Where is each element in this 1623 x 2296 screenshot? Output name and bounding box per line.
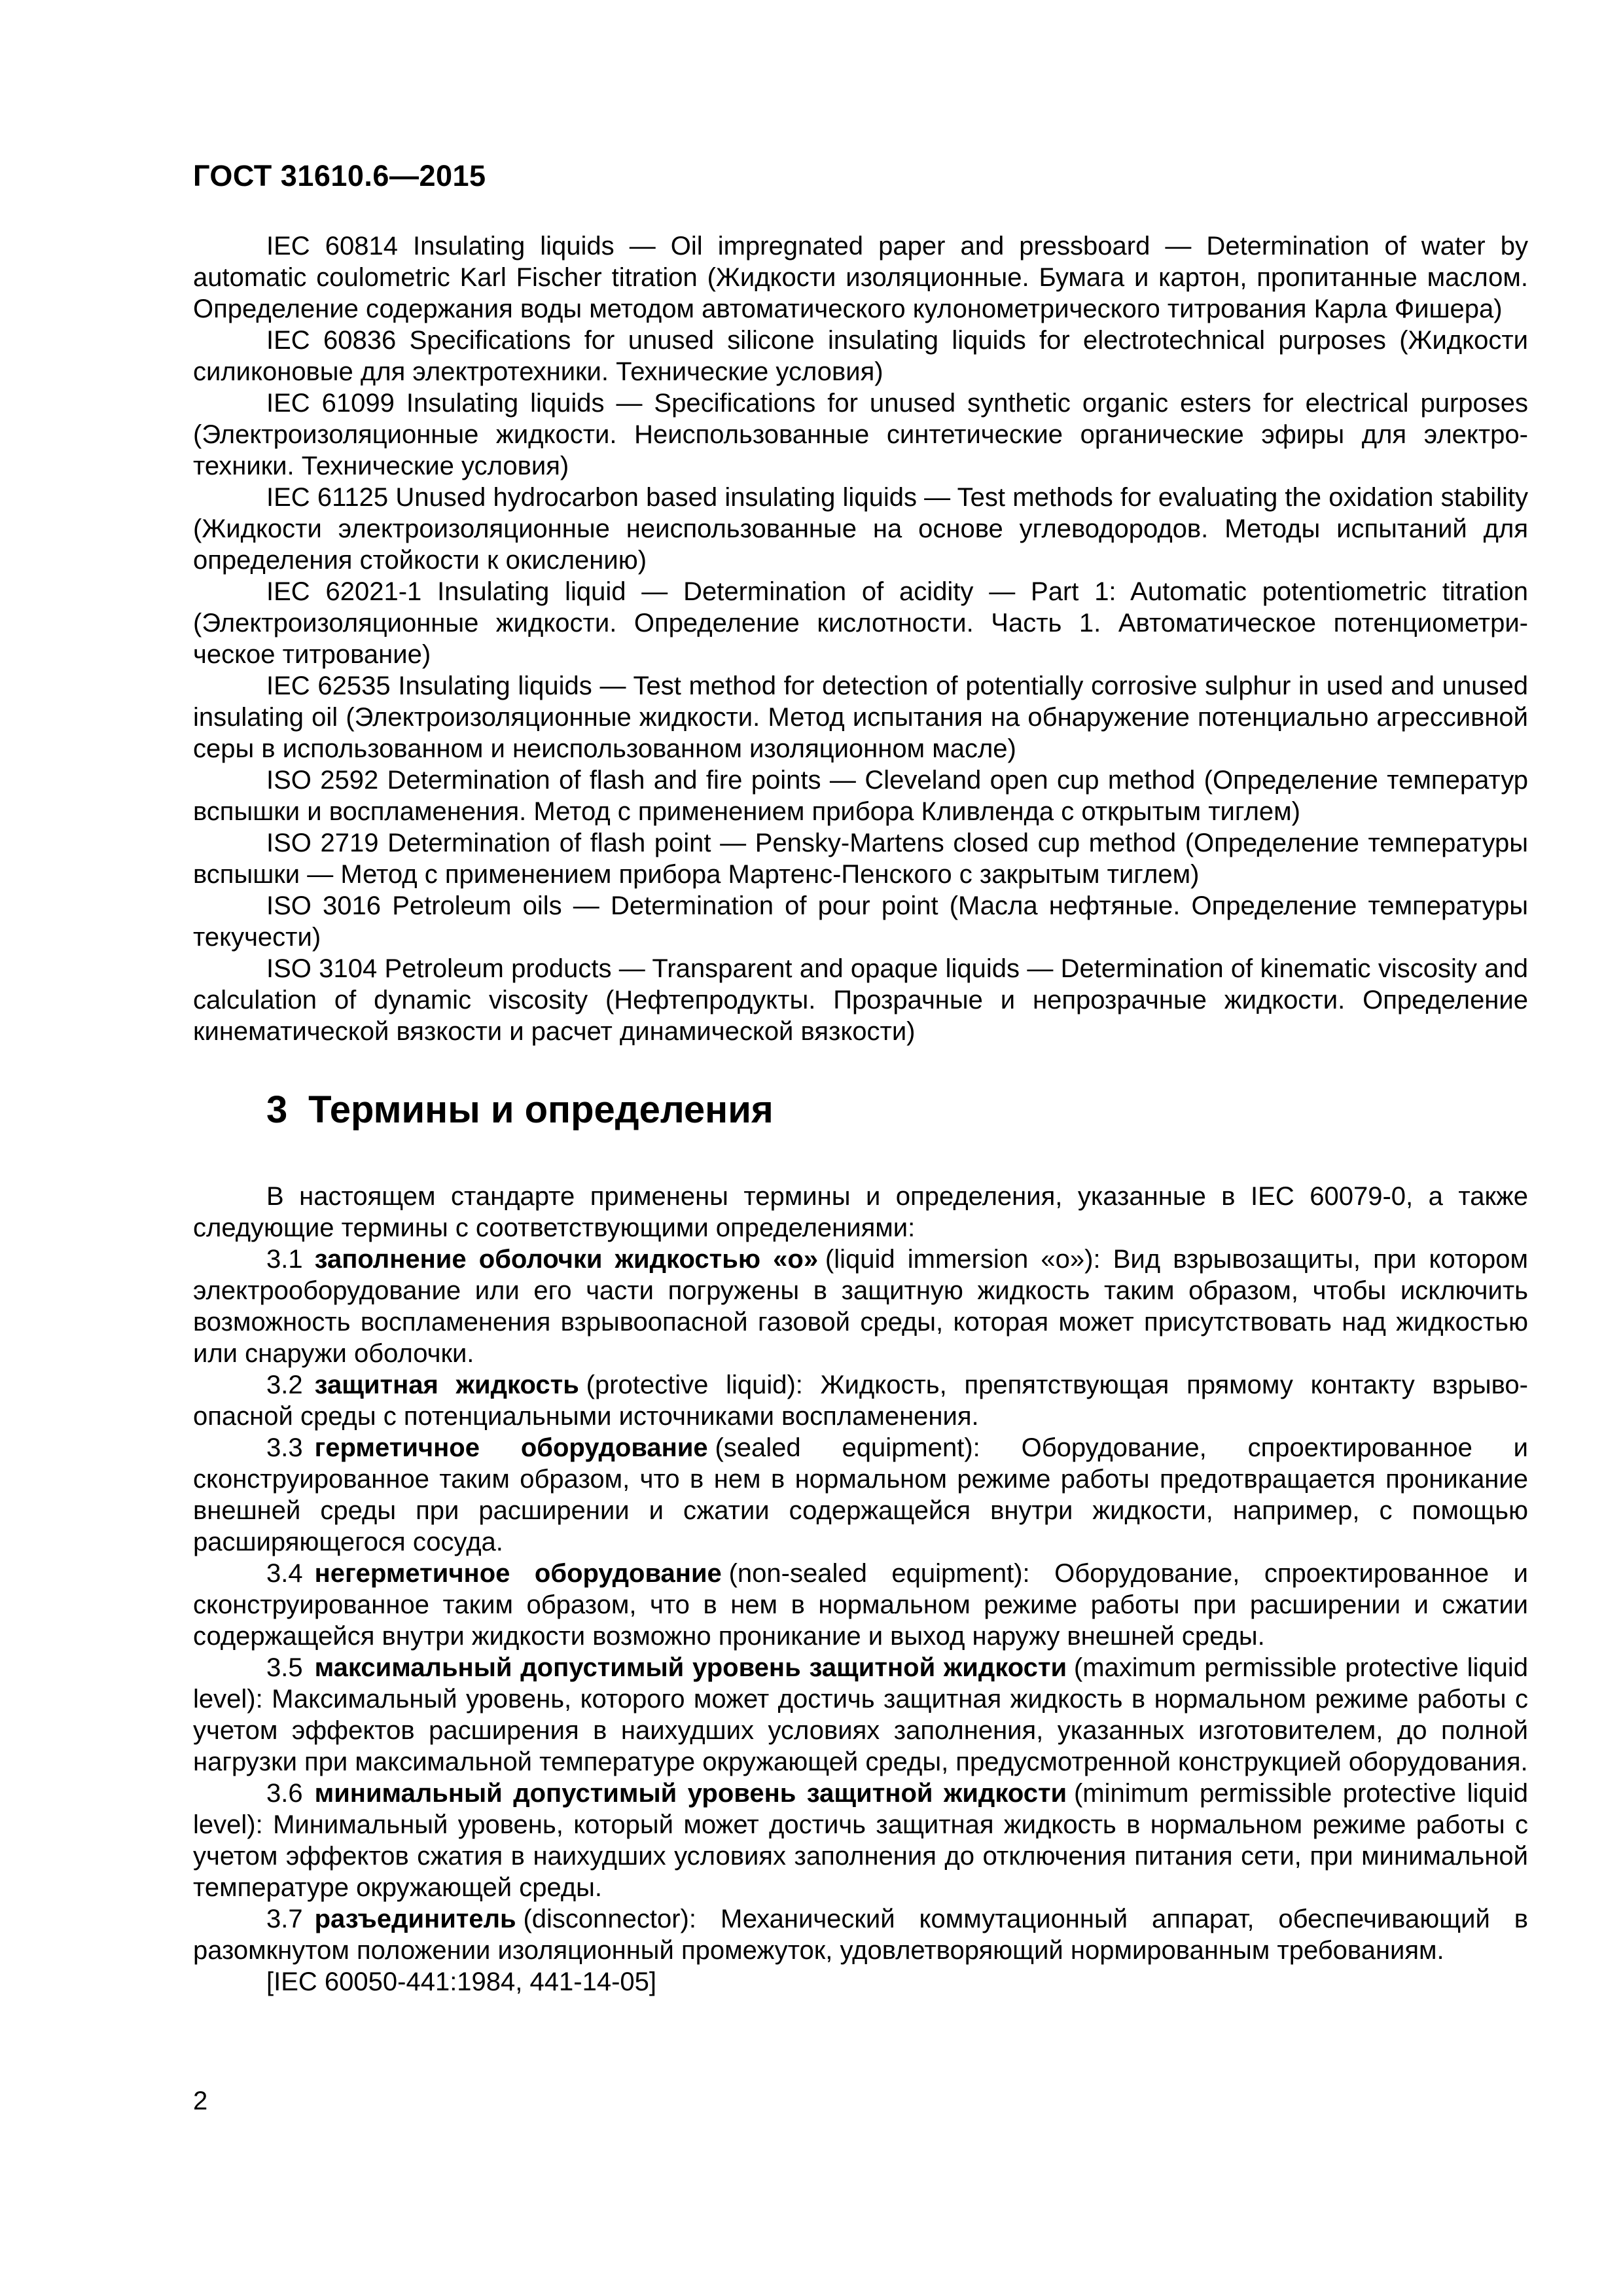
term-number: 3.1 bbox=[266, 1245, 303, 1274]
term-definition-3-7 bbox=[193, 1903, 1528, 1966]
term-number: 3.3 bbox=[266, 1433, 303, 1462]
term-definition-3-3 bbox=[193, 1432, 1528, 1558]
reference-paragraph: ISO 3016 Petroleum oils — Determination of pour point (Масла нефтяные. Определение температуры текучести) bbox=[193, 891, 1528, 952]
reference-paragraph: IEC 62021-1 Insulating liquid — Determination of acidity — Part 1: Automatic potentiometric titration (Электроизоляционные жидкости. Определение кислотности. Часть 1. Автоматическое потенциометрическое титрование) bbox=[193, 577, 1528, 669]
section-heading bbox=[193, 1086, 1528, 1134]
term-number: 3.2 bbox=[266, 1371, 303, 1399]
term-number: 3.7 bbox=[266, 1905, 303, 1933]
term-definition-text: (sealed equipment): Оборудование, спроектированное и сконструированное таким образом, что в нем в нормальном режиме работы предотвращается проникание внешней среды при расширении и сжатии содержащейся внутри жидкости, например, с помощью расширяющегося сосуда. bbox=[193, 1433, 1529, 1556]
reference-paragraph: IEC 60836 Specifications for unused silicone insulating liquids for electrotechnical purposes (Жидкости силиконовые для электротехники. Технические условия) bbox=[193, 326, 1528, 386]
term-name: разъединитель bbox=[314, 1905, 516, 1933]
section-title: Термины и определения bbox=[308, 1088, 774, 1131]
reference-paragraph: IEC 61125 Unused hydrocarbon based insulating liquids — Test methods for evaluating the oxidation stability (Жидкости электроизоляционные неиспользованные на основе углеводородов. Методы испытаний для определения стойкости к окислению) bbox=[193, 483, 1528, 575]
term-definition-text: (protective liquid): Жидкость, препятствующая прямому контакту взрывоопасной среды с потенциальными источниками воспламенения. bbox=[193, 1371, 1528, 1431]
section-number: 3 bbox=[266, 1088, 288, 1131]
page-content bbox=[193, 230, 1528, 1998]
term-definition-3-5 bbox=[193, 1652, 1528, 1778]
term-name: заполнение оболочки жидкостью «о» bbox=[314, 1245, 819, 1274]
page-number: 2 bbox=[193, 2087, 208, 2115]
reference-paragraph: IEC 61099 Insulating liquids — Specifications for unused synthetic organic esters for electrical purposes (Электроизоляционные жидкости. Неиспользованные синтетические органические эфиры для электротехники. Технические условия) bbox=[193, 389, 1528, 480]
term-definition-3-2 bbox=[193, 1369, 1528, 1432]
term-name: максимальный допустимый уровень защитной жидкости bbox=[314, 1653, 1067, 1682]
standard-source-reference: [IEC 60050-441:1984, 441-14-05] bbox=[266, 1967, 656, 1996]
term-definition-text: (maximum permissible protective liquid level): Максимальный уровень, которого может достичь защитная жидкость в нормальном режиме работы с учетом эффектов расширения в наихудших условиях заполнения, указанных изготовителем, до полной нагрузки при максимальной температуре окружающей среды, предусмотренной конструкцией оборудования. bbox=[193, 1653, 1528, 1776]
running-header-title: ГОСТ 31610.6—2015 bbox=[193, 159, 486, 192]
term-definition-3-6 bbox=[193, 1778, 1528, 1903]
term-definition-3-4 bbox=[193, 1558, 1528, 1652]
reference-paragraph: IEC 60814 Insulating liquids — Oil impregnated paper and pressboard — Determination of water by automatic coulometric Karl Fischer titration (Жидкости изоляционные. Бумага и картон, пропитанные маслом. Определение содержания воды методом автоматического кулонометрического титрования Карла Фишера) bbox=[193, 232, 1528, 323]
term-name: минимальный допустимый уровень защитной жидкости bbox=[314, 1779, 1067, 1808]
reference-paragraph: ISO 2719 Determination of flash point — Pensky-Martens closed cup method (Определение температуры вспышки — Метод с применением прибора Мартенс-Пенского с закрытым тиглем) bbox=[193, 829, 1528, 889]
term-definition-text: (liquid immersion «о»): Вид взрывозащиты, при котором электрооборудование или его части погружены в защитную жидкость таким образом, чтобы исключить возможность воспламенения взрывоопасной газовой среды, которая может присутствовать над жидкостью или снаружи оболочки. bbox=[193, 1245, 1528, 1368]
term-number: 3.4 bbox=[266, 1559, 303, 1588]
term-definition-3-1 bbox=[193, 1244, 1528, 1369]
term-name: защитная жидкость bbox=[314, 1371, 579, 1399]
term-name: негерметичное оборудование bbox=[314, 1559, 722, 1588]
term-definition-text: (minimum permissible protective liquid level): Минимальный уровень, который может достичь защитная жидкость в нормальном режиме работы с учетом эффектов сжатия в наихудших условиях заполнения до отключения питания сети, при минимальной температуре окружающей среды. bbox=[193, 1779, 1528, 1902]
term-number: 3.6 bbox=[266, 1779, 303, 1808]
section-intro-paragraph: В настоящем стандарте применены термины и определения, указанные в IEC 60079-0, а также следующие термины с соответствующими определениями: bbox=[193, 1182, 1528, 1242]
term-name: герметичное оборудование bbox=[314, 1433, 708, 1462]
reference-paragraph: ISO 3104 Petroleum products — Transparent and opaque liquids — Determination of kinematic viscosity and calculation of dynamic viscosity (Нефтепродукты. Прозрачные и непрозрачные жидкости. Определение кинематической вязкости и расчет динамической вязкости) bbox=[193, 954, 1528, 1046]
term-definition-text: (non-sealed equipment): Оборудование, спроектированное и сконструированное таким образом, что в нем в нормальном режиме работы при расширении и сжатии содержащейся внутри жидкости возможно проникание и выход наружу внешней среды. bbox=[193, 1559, 1528, 1651]
term-definition-text: (disconnector): Механический коммутационный аппарат, обеспечивающий в разомкнутом положении изоляционный промежуток, удовлетворяющий нормированным требованиям. bbox=[193, 1905, 1528, 1965]
reference-paragraph: ISO 2592 Determination of flash and fire points — Cleveland open cup method (Определение температур вспышки и воспламенения. Метод с применением прибора Кливленда с открытым тиглем) bbox=[193, 766, 1528, 826]
term-number: 3.5 bbox=[266, 1653, 303, 1682]
reference-paragraph: IEC 62535 Insulating liquids — Test method for detection of potentially corrosive sulphur in used and unused insulating oil (Электроизоляционные жидкости. Метод испытания на обнаружение потенциально агрессивной серы в использованном и неиспользованном изоляционном масле) bbox=[193, 672, 1528, 763]
